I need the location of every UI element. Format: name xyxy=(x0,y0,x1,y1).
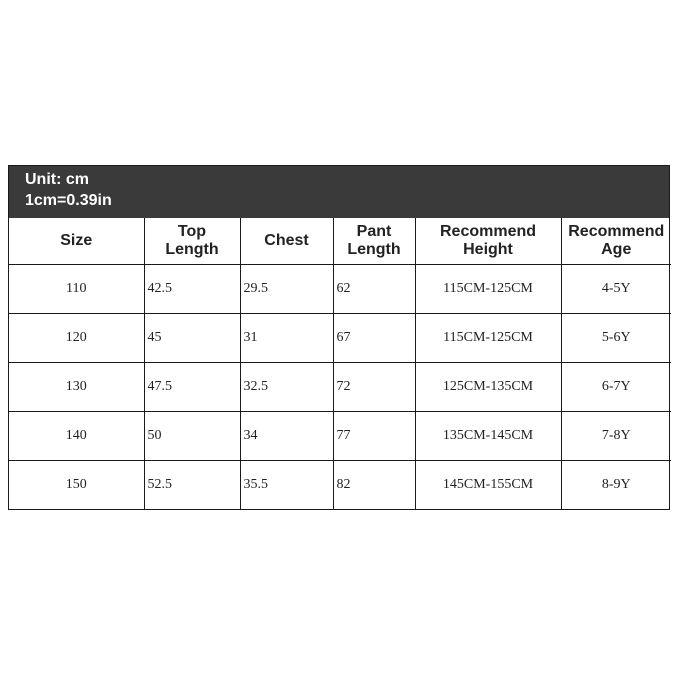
cell-pant-length: 72 xyxy=(333,363,415,412)
table-row xyxy=(9,461,671,510)
table-row xyxy=(9,363,671,412)
cell-chest: 35.5 xyxy=(240,461,333,510)
cell-pant-length: 62 xyxy=(333,265,415,314)
cell-size: 130 xyxy=(9,363,144,412)
cell-top-length: 47.5 xyxy=(144,363,240,412)
cell-recommend-height: 145CM-155CM xyxy=(415,461,561,510)
cell-size: 150 xyxy=(9,461,144,510)
column-header-recommend-height: Recommend Height xyxy=(415,218,561,265)
cell-recommend-height: 115CM-125CM xyxy=(415,314,561,363)
cell-recommend-age: 8-9Y xyxy=(561,461,671,510)
column-header-top-length: Top Length xyxy=(144,218,240,265)
cell-recommend-age: 4-5Y xyxy=(561,265,671,314)
cell-chest: 31 xyxy=(240,314,333,363)
cell-chest: 29.5 xyxy=(240,265,333,314)
cell-pant-length: 67 xyxy=(333,314,415,363)
cell-top-length: 50 xyxy=(144,412,240,461)
cell-recommend-height: 115CM-125CM xyxy=(415,265,561,314)
cell-recommend-age: 6-7Y xyxy=(561,363,671,412)
cell-top-length: 52.5 xyxy=(144,461,240,510)
cell-pant-length: 77 xyxy=(333,412,415,461)
column-header-chest: Chest xyxy=(240,218,333,265)
cell-top-length: 42.5 xyxy=(144,265,240,314)
cell-chest: 34 xyxy=(240,412,333,461)
cell-recommend-height: 125CM-135CM xyxy=(415,363,561,412)
column-header-recommend-age: Recommend Age xyxy=(561,218,671,265)
cell-recommend-age: 5-6Y xyxy=(561,314,671,363)
table-row xyxy=(9,265,671,314)
column-header-pant-length: Pant Length xyxy=(333,218,415,265)
cell-size: 140 xyxy=(9,412,144,461)
table-row xyxy=(9,412,671,461)
size-chart xyxy=(8,165,670,510)
table-row xyxy=(9,314,671,363)
column-header-size: Size xyxy=(9,218,144,265)
cell-pant-length: 82 xyxy=(333,461,415,510)
header-row xyxy=(9,218,671,265)
cell-recommend-age: 7-8Y xyxy=(561,412,671,461)
unit-label: Unit: cm xyxy=(25,171,89,188)
unit-banner xyxy=(9,166,669,218)
cell-recommend-height: 135CM-145CM xyxy=(415,412,561,461)
cell-chest: 32.5 xyxy=(240,363,333,412)
cell-size: 120 xyxy=(9,314,144,363)
unit-conversion: 1cm=0.39in xyxy=(25,192,112,209)
cell-size: 110 xyxy=(9,265,144,314)
cell-top-length: 45 xyxy=(144,314,240,363)
size-table xyxy=(9,218,671,509)
